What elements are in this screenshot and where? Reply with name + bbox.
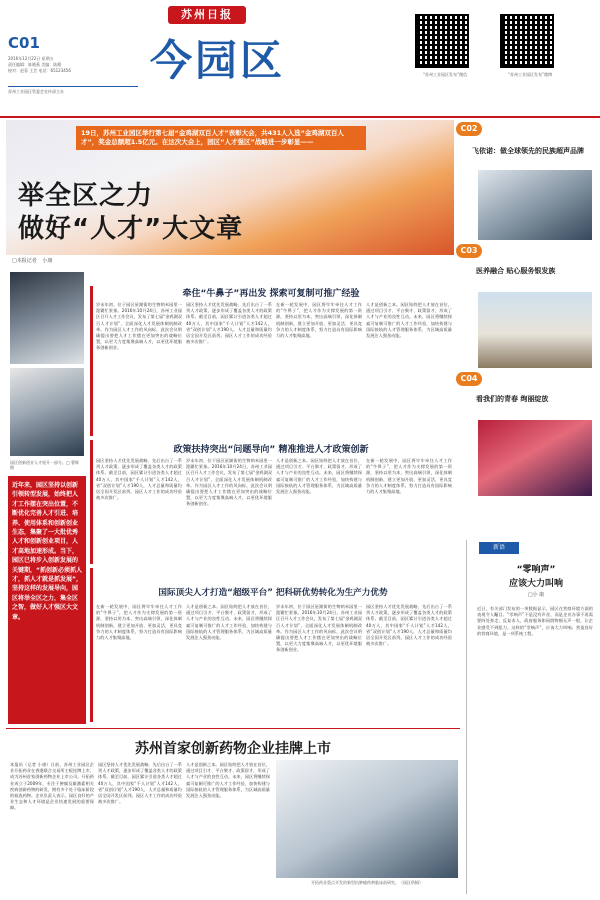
- body-col: 在新一轮发展中，园区将牢牢牵住人才工作的“牛鼻子”，把人才作为支撑发展的第一资源，坚持以用为本，突出高端引领，深化体制机制创新，建立更加开放、更加灵活、更具竞争力的人才制度体系，努力打造具有国际影响力的人才集聚高地。: [366, 458, 452, 495]
- section-2-heading: 政策扶持突出“问题导向” 精准推进人才政策创新: [106, 442, 436, 455]
- byline-name: 小康: [42, 258, 53, 264]
- hero-lead-box: 19日，苏州工业园区举行第七届“金鸡湖双百人才”表彰大会，共431人入选“金鸡湖双百人才”，奖金总额超1.5亿元。在这次大会上，园区“人才强区”战略进一步彰显——: [76, 126, 366, 150]
- body-col: 岁末年初，位于园区星湖街的生物纳米园里一派繁忙景象。2016年10月24日，苏州工业园区召开人才工作会议，发布了第七届“金鸡湖双百人才计划”，全面深化人才发展体制机制改革。作为园区人才工作的风向标，此次会议明确提出要把人才工作摆在更加突出的战略位置，以更大力度集聚高端人才，以更优环境服务创新创业。: [186, 458, 272, 507]
- body-col: 在新一轮发展中，园区将牢牢牵住人才工作的“牛鼻子”，把人才作为支撑发展的第一资源，坚持以用为本，突出高端引领，深化体制机制创新，建立更加开放、更加灵活、更具竞争力的人才制度体系，努力打造具有国际影响力的人才集聚高地。: [276, 302, 362, 339]
- body-col: 人才是创新之本。园区始终把人才放在首位，通过项目引才、平台聚才、政策留才，形成了人才与产业的良性互动。未来，园区将继续探索可复制可推广的人才工作经验，加快构建与国际接轨的人才管理服务体系，为区域高质量发展注入强劲动能。: [186, 762, 270, 799]
- bottom-story-photo-caption: 开拓药业重点开发的新型抗肿瘤药剂临床前研究。（园区供稿）: [311, 880, 423, 885]
- weibo-qr-code[interactable]: [500, 14, 554, 68]
- hero-byline: [12, 258, 132, 265]
- body-col: 园区坚持人才优先发展战略，先后出台了一系列人才政策，逐步形成了覆盖各类人才的政策体系。截至目前，园区累计引进各类人才超过40万人，其中国家“千人计划”人才142人，省“双创计划”人才190人，人才总量和质量均居全国开发区前列。园区人才工作的成功经验被多次推广。: [96, 458, 182, 501]
- rail-item-title[interactable]: 医养融合 贴心服务银发族: [476, 267, 556, 275]
- rail-photo-performance: [478, 420, 592, 496]
- commentary-tag: 新语: [479, 542, 519, 554]
- section-3-heading: 国际顶尖人才打造“超级平台” 把科研优势转化为生产力优势: [98, 586, 448, 598]
- meta-line: 校对：赵蓉 王芸 电话：65123456: [8, 68, 71, 73]
- bottom-story-rule: [6, 728, 460, 729]
- hero-banner: [6, 120, 454, 255]
- body-col: 本报讯（记者 小康）日前，苏州工业园区企业开拓药业在香港联合交易所主板挂牌上市，成为苏州首家创新药物企业上市公司。开拓药业成立于2009年，专注于肿瘤及雄激素相关疾病创新药物的研发，拥有多个处于临床阶段的候选药物。企业负责人表示，园区良好的产业生态和人才环境是企业快速发展的重要保障。: [10, 762, 94, 811]
- masthead: [0, 0, 600, 118]
- paper-logo: 苏州日报: [168, 6, 246, 24]
- rail-item-title[interactable]: 看我们的青春 绚丽绽放: [476, 395, 549, 403]
- body-col: 在新一轮发展中，园区将牢牢牵住人才工作的“牛鼻子”，把人才作为支撑发展的第一资源，坚持以用为本，突出高端引领，深化体制机制创新，建立更加开放、更加灵活、更具竞争力的人才制度体系，努力打造具有国际影响力的人才集聚高地。: [96, 604, 182, 641]
- qr-caption-wechat: “苏州工业园区发布”微信: [422, 72, 468, 77]
- photo-conference: [10, 272, 84, 364]
- commentary-title-2: 应该大力叫响: [508, 579, 563, 589]
- body-col: 人才是创新之本。园区始终把人才放在首位，通过项目引才、平台聚才、政策留才，形成了人才与产业的良性互动。未来，园区将继续探索可复制可推广的人才工作经验，加快构建与国际接轨的人才管理服务体系，为区域高质量发展注入强劲动能。: [186, 604, 272, 641]
- hero-headline-2: 做好“人才”大文章: [18, 214, 244, 244]
- body-col: 人才是创新之本。园区始终把人才放在首位，通过项目引才、平台聚才、政策留才，形成了人才与产业的良性互动。未来，园区将继续探索可复制可推广的人才工作经验，加快构建与国际接轨的人才管理服务体系，为区域高质量发展注入强劲动能。: [366, 302, 452, 339]
- body-col: 岁末年初，位于园区星湖街的生物纳米园里一派繁忙景象。2016年10月24日，苏州工业园区召开人才工作会议，发布了第七届“金鸡湖双百人才计划”，全面深化人才发展体制机制改革。作为园区人才工作的风向标，此次会议明确提出要把人才工作摆在更加突出的战略位置，以更大力度集聚高端人才，以更优环境服务创新创业。: [96, 302, 182, 351]
- qr-caption-weibo: “苏州工业园区发布”微博: [507, 72, 553, 77]
- commentary-title-1: “零响声”: [516, 565, 556, 575]
- photo-speaker: [10, 368, 84, 456]
- commentary-byline: □小 康: [527, 592, 545, 598]
- meta-line: 2016年12月22日 星期五: [8, 56, 54, 61]
- page-code: C01: [8, 34, 40, 52]
- bottom-story-photo: [276, 760, 458, 878]
- body-col: 园区坚持人才优先发展战略，先后出台了一系列人才政策，逐步形成了覆盖各类人才的政策体系。截至目前，园区累计引进各类人才超过40万人，其中国家“千人计划”人才142人，省“双创计划”人才190人，人才总量和质量均居全国开发区前列。园区人才工作的成功经验被多次推广。: [366, 604, 452, 647]
- hero-headline-1: 举全区之力: [18, 181, 154, 211]
- left-blurb: 近年来，园区坚持以创新引领转型发展，始终把人才工作摆在突出位置，不断优化完善人才引进、培养、使用体系和创新创业生态，集聚了一大批优秀人才和创新创业项目，人才高地加速形成。当下，园区已将步入创新发展的关键期，“抓创新必须抓人才，抓人才就是抓发展”，坚持这样的发展导向，园区将举全区之力，集全区之智，做好人才强区大文章。: [8, 476, 86, 724]
- body-col: 岁末年初，位于园区星湖街的生物纳米园里一派繁忙景象。2016年10月24日，苏州工业园区召开人才工作会议，发布了第七届“金鸡湖双百人才计划”，全面深化人才发展体制机制改革。作为园区人才工作的风向标，此次会议明确提出要把人才工作摆在更加突出的战略位置，以更大力度集聚高端人才，以更优环境服务创新创业。: [276, 604, 362, 653]
- commentary-box: [466, 540, 596, 894]
- wechat-qr-code[interactable]: [415, 14, 469, 68]
- rail-page-badge[interactable]: C03: [456, 244, 482, 258]
- photo-caption: 园区创新创业人才展开一部分。□ 曹辉 摄: [10, 460, 80, 470]
- meta-line: 责任编辑：陈晓燕 美编：陆健: [8, 62, 62, 67]
- rail-photo-building: [478, 292, 592, 368]
- rail-page-badge[interactable]: C04: [456, 372, 482, 386]
- byline-label: □本报记者: [12, 258, 37, 264]
- rail-page-badge[interactable]: C02: [456, 122, 482, 136]
- bottom-story-headline: 苏州首家创新药物企业挂牌上市: [135, 741, 331, 757]
- rail-photo-lab: [478, 170, 592, 240]
- body-col: 人才是创新之本。园区始终把人才放在首位，通过项目引才、平台聚才、政策留才，形成了人才与产业的良性互动。未来，园区将继续探索可复制可推广的人才工作经验，加快构建与国际接轨的人才管理服务体系，为区域高质量发展注入强劲动能。: [276, 458, 362, 495]
- commentary-body: 近日，有关部门发布的一项数据显示，园区在营商环境方面的表现令人瞩目。“零响声”不是没有声音，而是企业办事不再需要四处奔走、反复求人，政府服务如同润物细无声一般，让企业感受不到阻力。这样的“零响声”，应该大力叫响。营造良好的营商环境，是一项系统工程。: [477, 606, 593, 636]
- right-rail: [462, 120, 596, 540]
- meta-line: 苏州工业园区管委会宣传部主办: [8, 86, 138, 94]
- section-title: 今园区: [150, 36, 286, 85]
- section-1-heading: 牵住“牛鼻子”再出发 探索可复制可推广经验: [106, 286, 436, 299]
- body-col: 园区坚持人才优先发展战略，先后出台了一系列人才政策，逐步形成了覆盖各类人才的政策体系。截至目前，园区累计引进各类人才超过40万人，其中国家“千人计划”人才142人，省“双创计划”人才190人，人才总量和质量均居全国开发区前列。园区人才工作的成功经验被多次推广。: [186, 302, 272, 345]
- rail-item-title[interactable]: 飞依诺：做全球领先的民族超声品牌: [472, 147, 584, 155]
- body-col: 园区坚持人才优先发展战略，先后出台了一系列人才政策，逐步形成了覆盖各类人才的政策体系。截至目前，园区累计引进各类人才超过40万人，其中国家“千人计划”人才142人，省“双创计划”人才190人，人才总量和质量均居全国开发区前列。园区人才工作的成功经验被多次推广。: [98, 762, 182, 805]
